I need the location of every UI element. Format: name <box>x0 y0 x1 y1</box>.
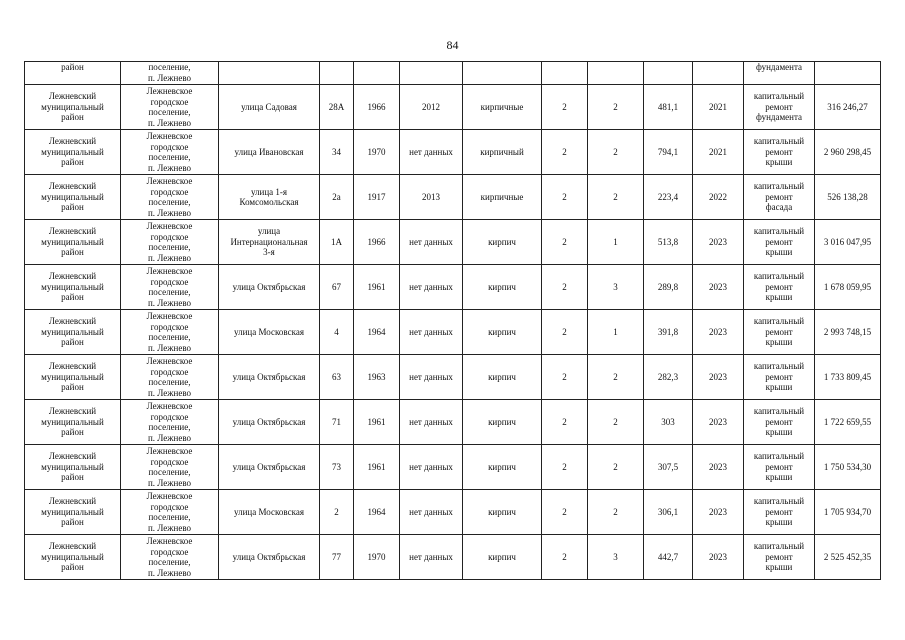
work-type-cell: капитальный ремонт фасада <box>744 175 815 220</box>
cost-cell: 316 246,27 <box>815 85 881 130</box>
floors-cell: 2 <box>542 220 588 265</box>
plan-year-cell: 2023 <box>693 400 744 445</box>
street-cell: улица Ивановская <box>219 130 320 175</box>
area-cell: 306,1 <box>644 490 693 535</box>
overhaul-registry-table <box>24 61 881 580</box>
work-type-cell: капитальный ремонт крыши <box>744 355 815 400</box>
wall-material-cell: кирпич <box>463 400 542 445</box>
street-cell: улица Октябрьская <box>219 445 320 490</box>
table-row <box>25 62 881 85</box>
entrances-cell: 2 <box>588 445 644 490</box>
house-number-cell: 71 <box>320 400 354 445</box>
work-type-cell: капитальный ремонт крыши <box>744 130 815 175</box>
settlement-cell: Лежневское городское поселение, п. Лежнево <box>121 355 219 400</box>
cost-cell: 1 678 059,95 <box>815 265 881 310</box>
year-built-cell: 1961 <box>354 400 400 445</box>
last-overhaul-year-cell: нет данных <box>400 355 463 400</box>
street-cell: улица Октябрьская <box>219 265 320 310</box>
house-number-cell: 4 <box>320 310 354 355</box>
year-built-cell: 1970 <box>354 535 400 580</box>
entrances-cell: 2 <box>588 175 644 220</box>
year-built-cell: 1917 <box>354 175 400 220</box>
district-cell: Лежневский муниципальный район <box>25 265 121 310</box>
house-number-cell: 28А <box>320 85 354 130</box>
street-cell: улица Октябрьская <box>219 355 320 400</box>
area-cell: 481,1 <box>644 85 693 130</box>
wall-material-cell: кирпичные <box>463 85 542 130</box>
table-row <box>25 490 881 535</box>
district-cell: Лежневский муниципальный район <box>25 535 121 580</box>
settlement-cell: Лежневское городское поселение, п. Лежнево <box>121 220 219 265</box>
work-type-cell: капитальный ремонт фундамента <box>744 85 815 130</box>
last-overhaul-year-cell: нет данных <box>400 445 463 490</box>
district-cell: район <box>25 62 121 85</box>
district-cell: Лежневский муниципальный район <box>25 220 121 265</box>
table-row <box>25 85 881 130</box>
street-cell: улица Московская <box>219 490 320 535</box>
cost-cell: 1 750 534,30 <box>815 445 881 490</box>
entrances-cell: 2 <box>588 130 644 175</box>
plan-year-cell: 2023 <box>693 535 744 580</box>
house-number-cell: 73 <box>320 445 354 490</box>
floors-cell: 2 <box>542 355 588 400</box>
floors-cell: 2 <box>542 265 588 310</box>
settlement-cell: Лежневское городское поселение, п. Лежнево <box>121 85 219 130</box>
area-cell: 282,3 <box>644 355 693 400</box>
last-overhaul-year-cell: нет данных <box>400 490 463 535</box>
cost-cell: 2 525 452,35 <box>815 535 881 580</box>
floors-cell: 2 <box>542 175 588 220</box>
plan-year-cell: 2023 <box>693 310 744 355</box>
table-row <box>25 310 881 355</box>
wall-material-cell <box>463 62 542 85</box>
cost-cell: 3 016 047,95 <box>815 220 881 265</box>
entrances-cell <box>588 62 644 85</box>
area-cell: 513,8 <box>644 220 693 265</box>
house-number-cell: 77 <box>320 535 354 580</box>
settlement-cell: Лежневское городское поселение, п. Лежнево <box>121 535 219 580</box>
plan-year-cell: 2021 <box>693 130 744 175</box>
district-cell: Лежневский муниципальный район <box>25 130 121 175</box>
year-built-cell: 1961 <box>354 445 400 490</box>
house-number-cell: 1А <box>320 220 354 265</box>
settlement-cell: Лежневское городское поселение, п. Лежнево <box>121 130 219 175</box>
entrances-cell: 2 <box>588 490 644 535</box>
street-cell <box>219 62 320 85</box>
floors-cell: 2 <box>542 400 588 445</box>
work-type-cell: капитальный ремонт крыши <box>744 310 815 355</box>
district-cell: Лежневский муниципальный район <box>25 355 121 400</box>
wall-material-cell: кирпич <box>463 310 542 355</box>
entrances-cell: 2 <box>588 85 644 130</box>
settlement-cell: Лежневское городское поселение, п. Лежнево <box>121 445 219 490</box>
house-number-cell <box>320 62 354 85</box>
street-cell: улица 1-я Комсомольская <box>219 175 320 220</box>
plan-year-cell: 2023 <box>693 355 744 400</box>
cost-cell: 526 138,28 <box>815 175 881 220</box>
last-overhaul-year-cell: нет данных <box>400 400 463 445</box>
district-cell: Лежневский муниципальный район <box>25 490 121 535</box>
floors-cell: 2 <box>542 130 588 175</box>
wall-material-cell: кирпич <box>463 535 542 580</box>
area-cell: 223,4 <box>644 175 693 220</box>
street-cell: улица Московская <box>219 310 320 355</box>
district-cell: Лежневский муниципальный район <box>25 175 121 220</box>
page-number: 84 <box>446 38 459 52</box>
work-type-cell: капитальный ремонт крыши <box>744 400 815 445</box>
work-type-cell: капитальный ремонт крыши <box>744 490 815 535</box>
last-overhaul-year-cell: нет данных <box>400 130 463 175</box>
work-type-cell: капитальный ремонт крыши <box>744 265 815 310</box>
table-row <box>25 220 881 265</box>
wall-material-cell: кирпич <box>463 490 542 535</box>
entrances-cell: 3 <box>588 265 644 310</box>
year-built-cell: 1964 <box>354 310 400 355</box>
last-overhaul-year-cell: 2012 <box>400 85 463 130</box>
street-cell: улица Интернациональная 3-я <box>219 220 320 265</box>
work-type-cell: капитальный ремонт крыши <box>744 535 815 580</box>
work-type-cell: капитальный ремонт крыши <box>744 445 815 490</box>
plan-year-cell: 2021 <box>693 85 744 130</box>
year-built-cell: 1966 <box>354 85 400 130</box>
entrances-cell: 2 <box>588 355 644 400</box>
house-number-cell: 2а <box>320 175 354 220</box>
year-built-cell: 1963 <box>354 355 400 400</box>
table-row <box>25 175 881 220</box>
last-overhaul-year-cell: нет данных <box>400 220 463 265</box>
settlement-cell: поселение, п. Лежнево <box>121 62 219 85</box>
table-body <box>25 62 881 580</box>
last-overhaul-year-cell <box>400 62 463 85</box>
house-number-cell: 34 <box>320 130 354 175</box>
entrances-cell: 2 <box>588 400 644 445</box>
last-overhaul-year-cell: нет данных <box>400 265 463 310</box>
entrances-cell: 1 <box>588 220 644 265</box>
cost-cell: 1 722 659,55 <box>815 400 881 445</box>
year-built-cell: 1970 <box>354 130 400 175</box>
plan-year-cell: 2023 <box>693 445 744 490</box>
floors-cell: 2 <box>542 310 588 355</box>
wall-material-cell: кирпич <box>463 265 542 310</box>
wall-material-cell: кирпичные <box>463 175 542 220</box>
cost-cell: 1 705 934,70 <box>815 490 881 535</box>
last-overhaul-year-cell: нет данных <box>400 310 463 355</box>
street-cell: улица Садовая <box>219 85 320 130</box>
entrances-cell: 3 <box>588 535 644 580</box>
plan-year-cell: 2023 <box>693 490 744 535</box>
cost-cell: 2 960 298,45 <box>815 130 881 175</box>
area-cell: 303 <box>644 400 693 445</box>
area-cell <box>644 62 693 85</box>
cost-cell: 2 993 748,15 <box>815 310 881 355</box>
table-row <box>25 355 881 400</box>
wall-material-cell: кирпич <box>463 445 542 490</box>
district-cell: Лежневский муниципальный район <box>25 445 121 490</box>
settlement-cell: Лежневское городское поселение, п. Лежнево <box>121 175 219 220</box>
floors-cell: 2 <box>542 445 588 490</box>
wall-material-cell: кирпич <box>463 355 542 400</box>
house-number-cell: 67 <box>320 265 354 310</box>
wall-material-cell: кирпич <box>463 220 542 265</box>
plan-year-cell: 2023 <box>693 220 744 265</box>
table-row <box>25 265 881 310</box>
table-row <box>25 400 881 445</box>
area-cell: 307,5 <box>644 445 693 490</box>
floors-cell: 2 <box>542 535 588 580</box>
entrances-cell: 1 <box>588 310 644 355</box>
area-cell: 794,1 <box>644 130 693 175</box>
street-cell: улица Октябрьская <box>219 535 320 580</box>
work-type-cell: фундамента <box>744 62 815 85</box>
last-overhaul-year-cell: 2013 <box>400 175 463 220</box>
table-row <box>25 445 881 490</box>
district-cell: Лежневский муниципальный район <box>25 310 121 355</box>
house-number-cell: 2 <box>320 490 354 535</box>
table-row <box>25 130 881 175</box>
area-cell: 442,7 <box>644 535 693 580</box>
area-cell: 391,8 <box>644 310 693 355</box>
settlement-cell: Лежневское городское поселение, п. Лежнево <box>121 400 219 445</box>
work-type-cell: капитальный ремонт крыши <box>744 220 815 265</box>
floors-cell: 2 <box>542 490 588 535</box>
street-cell: улица Октябрьская <box>219 400 320 445</box>
year-built-cell: 1961 <box>354 265 400 310</box>
plan-year-cell: 2023 <box>693 265 744 310</box>
cost-cell <box>815 62 881 85</box>
wall-material-cell: кирпичный <box>463 130 542 175</box>
house-number-cell: 63 <box>320 355 354 400</box>
year-built-cell: 1964 <box>354 490 400 535</box>
settlement-cell: Лежневское городское поселение, п. Лежнево <box>121 265 219 310</box>
settlement-cell: Лежневское городское поселение, п. Лежнево <box>121 310 219 355</box>
table-row <box>25 535 881 580</box>
year-built-cell <box>354 62 400 85</box>
year-built-cell: 1966 <box>354 220 400 265</box>
district-cell: Лежневский муниципальный район <box>25 400 121 445</box>
floors-cell: 2 <box>542 85 588 130</box>
area-cell: 289,8 <box>644 265 693 310</box>
last-overhaul-year-cell: нет данных <box>400 535 463 580</box>
plan-year-cell <box>693 62 744 85</box>
district-cell: Лежневский муниципальный район <box>25 85 121 130</box>
plan-year-cell: 2022 <box>693 175 744 220</box>
cost-cell: 1 733 809,45 <box>815 355 881 400</box>
settlement-cell: Лежневское городское поселение, п. Лежнево <box>121 490 219 535</box>
floors-cell <box>542 62 588 85</box>
